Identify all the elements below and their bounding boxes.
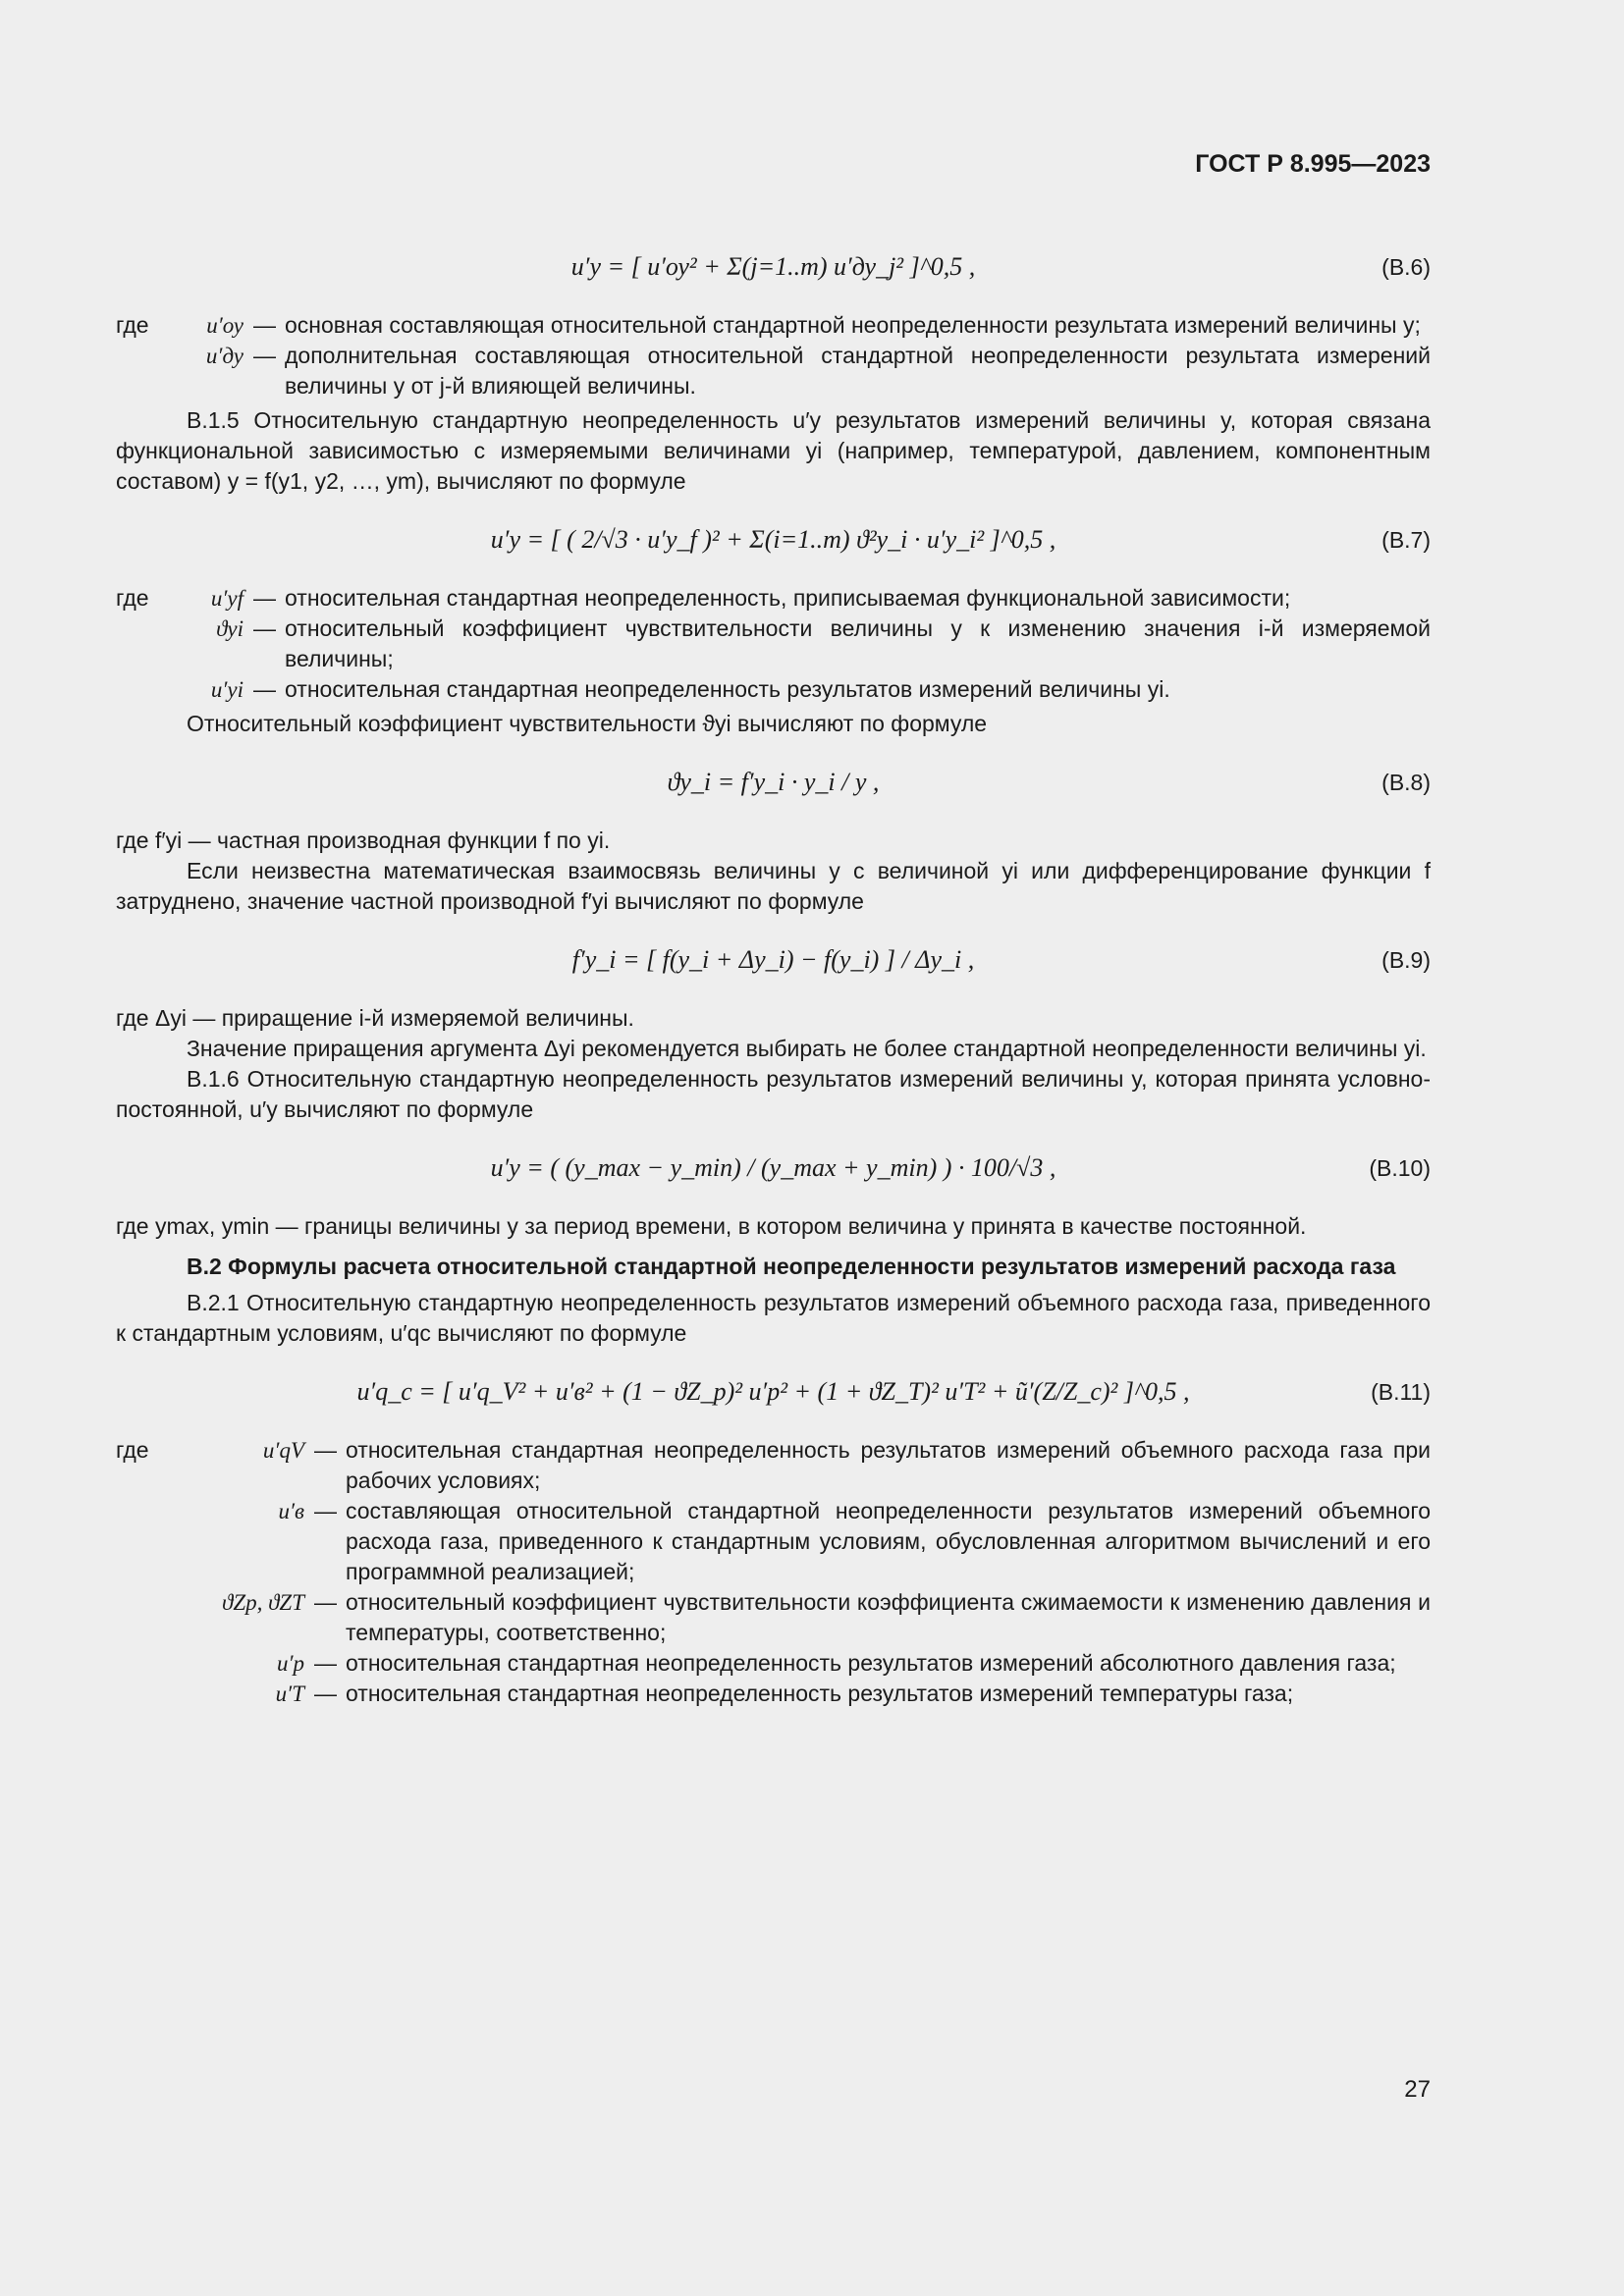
def-dash: — xyxy=(253,585,276,611)
formula-b9 xyxy=(116,938,1431,982)
def-text: основная составляющая относительной стандартной неопределенности результата измерений величины y; xyxy=(285,312,1421,338)
formula-b7-expression: u′y = [ ( 2/√3 · u′y_f )² + Σ(i=1..m) ϑ²y_i · u′y_i² ]^0,5 , xyxy=(490,525,1056,554)
def-symbol: u′p xyxy=(276,1651,304,1676)
paragraph-where-delta: где Δyi — приращение i-й измеряемой величины. xyxy=(116,1005,634,1031)
def-dash: — xyxy=(314,1650,337,1676)
formula-b11-expression: u′q_c = [ u′q_V² + u′в² + (1 − ϑZ_p)² u′p² + (1 + ϑZ_T)² u′T² + ũ′(Z/Z_c)² ]^0,5 , xyxy=(356,1377,1190,1406)
formula-b10-number: (B.10) xyxy=(1369,1155,1431,1181)
def-where xyxy=(116,1496,210,1587)
def-where xyxy=(116,1679,210,1709)
def-text: относительная стандартная неопределенность результатов измерений абсолютного давления газа; xyxy=(346,1650,1396,1676)
def-symbol: ϑyi xyxy=(216,616,244,641)
formula-b6-number: (B.6) xyxy=(1381,254,1431,280)
formula-b8-expression: ϑy_i = f′y_i · y_i / y , xyxy=(667,768,880,796)
section-heading-b2: В.2 Формулы расчета относительной стандартной неопределенности результатов измерений расхода газа xyxy=(187,1254,1396,1279)
formula-b7 xyxy=(116,518,1431,561)
def-where: где xyxy=(116,312,149,338)
def-where xyxy=(116,674,167,705)
def-symbol: u′оу xyxy=(206,313,244,338)
def-where xyxy=(116,1587,210,1648)
def-text: относительная стандартная неопределенность результатов измерений температуры газа; xyxy=(346,1681,1294,1706)
paragraph-b15: В.1.5 Относительную стандартную неопределенность u′y результатов измерений величины y, которая связана функциональной зависимостью с измеряемыми величинами yi (например, температурой, давлением, компонентным составом) y = f(y1, y2, …, ym), вычисляют по формуле xyxy=(116,407,1431,494)
def-dash: — xyxy=(253,343,276,368)
paragraph-b16: В.1.6 Относительную стандартную неопределенность результатов измерений величины y, которая принята условно-постоянной, u′y вычисляют по формуле xyxy=(116,1066,1431,1122)
def-symbol: u′yf xyxy=(210,586,244,611)
page-content xyxy=(116,224,1431,1713)
def-dash: — xyxy=(253,676,276,702)
definitions-b6 xyxy=(116,310,1431,401)
formula-b6-expression: u′y = [ u′оу² + Σ(j=1..m) u′ду_j² ]^0,5 , xyxy=(570,252,976,281)
paragraph-increment: Значение приращения аргумента Δyi рекомендуется выбирать не более стандартной неопределенности величины yi. xyxy=(187,1036,1427,1061)
def-text: относительная стандартная неопределенность результатов измерений величины yi. xyxy=(285,676,1170,702)
paragraph-where-ymax: где ymax, ymin — границы величины y за период времени, в котором величина y принята в качестве постоянной. xyxy=(116,1213,1307,1239)
def-text: относительный коэффициент чувствительности величины y к изменению значения i-й измеряемой величины; xyxy=(285,615,1431,671)
def-where xyxy=(116,1648,210,1679)
paragraph-where-f: где f′yi — частная производная функции f по yi. xyxy=(116,828,611,853)
formula-b6 xyxy=(116,245,1431,289)
definitions-b11 xyxy=(116,1435,1431,1709)
def-dash: — xyxy=(314,1681,337,1706)
formula-b10-expression: u′y = ( (y_max − y_min) / (y_max + y_min) ) · 100/√3 , xyxy=(490,1153,1056,1182)
formula-b10 xyxy=(116,1147,1431,1190)
def-text: относительная стандартная неопределенность результатов измерений объемного расхода газа при рабочих условиях; xyxy=(346,1437,1431,1493)
def-where xyxy=(116,341,167,401)
formula-b11-number: (B.11) xyxy=(1371,1379,1431,1405)
definitions-b7 xyxy=(116,583,1431,705)
formula-b8-number: (B.8) xyxy=(1381,770,1431,795)
def-dash: — xyxy=(314,1589,337,1615)
def-dash: — xyxy=(253,615,276,641)
def-symbol: u′yi xyxy=(210,677,244,702)
def-where xyxy=(116,614,167,674)
def-dash: — xyxy=(314,1437,337,1463)
def-where: где xyxy=(116,585,149,611)
def-text: дополнительная составляющая относительной стандартной неопределенности результата измерений величины y от j-й влияющей величины. xyxy=(285,343,1431,399)
def-text: относительная стандартная неопределенность, приписываемая функциональной зависимости; xyxy=(285,585,1291,611)
paragraph-b21: В.2.1 Относительную стандартную неопределенность результатов измерений объемного расхода газа, приведенного к стандартным условиям, u′qc вычисляют по формуле xyxy=(116,1290,1431,1346)
standard-header: ГОСТ Р 8.995—2023 xyxy=(1195,150,1431,178)
def-text: составляющая относительной стандартной неопределенности результатов измерений объемного расхода газа, приведенного к стандартным условиям, обусловленная алгоритмом вычислений и его программной реализацией; xyxy=(346,1498,1431,1584)
def-where: где xyxy=(116,1437,149,1463)
formula-b9-number: (B.9) xyxy=(1381,947,1431,973)
formula-b7-number: (B.7) xyxy=(1381,527,1431,553)
paragraph-coefficient: Относительный коэффициент чувствительности ϑyi вычисляют по формуле xyxy=(187,711,988,736)
def-symbol: u′T xyxy=(275,1682,304,1706)
def-dash: — xyxy=(314,1498,337,1523)
def-symbol: ϑZp, ϑZT xyxy=(222,1590,304,1615)
page-number: 27 xyxy=(1404,2076,1431,2103)
def-symbol: u′qV xyxy=(262,1438,304,1463)
def-dash: — xyxy=(253,312,276,338)
def-symbol: u′ду xyxy=(205,344,244,368)
def-text: относительный коэффициент чувствительности коэффициента сжимаемости к изменению давления и температуры, соответственно; xyxy=(346,1589,1431,1645)
formula-b8 xyxy=(116,761,1431,804)
formula-b11 xyxy=(116,1370,1431,1414)
formula-b9-expression: f′y_i = [ f(y_i + Δy_i) − f(y_i) ] / Δy_i , xyxy=(571,945,975,974)
paragraph-unknown-relation: Если неизвестна математическая взаимосвязь величины y с величиной yi или дифференцирование функции f затруднено, значение частной производной f′yi вычисляют по формуле xyxy=(116,858,1431,914)
def-symbol: u′в xyxy=(278,1499,304,1523)
